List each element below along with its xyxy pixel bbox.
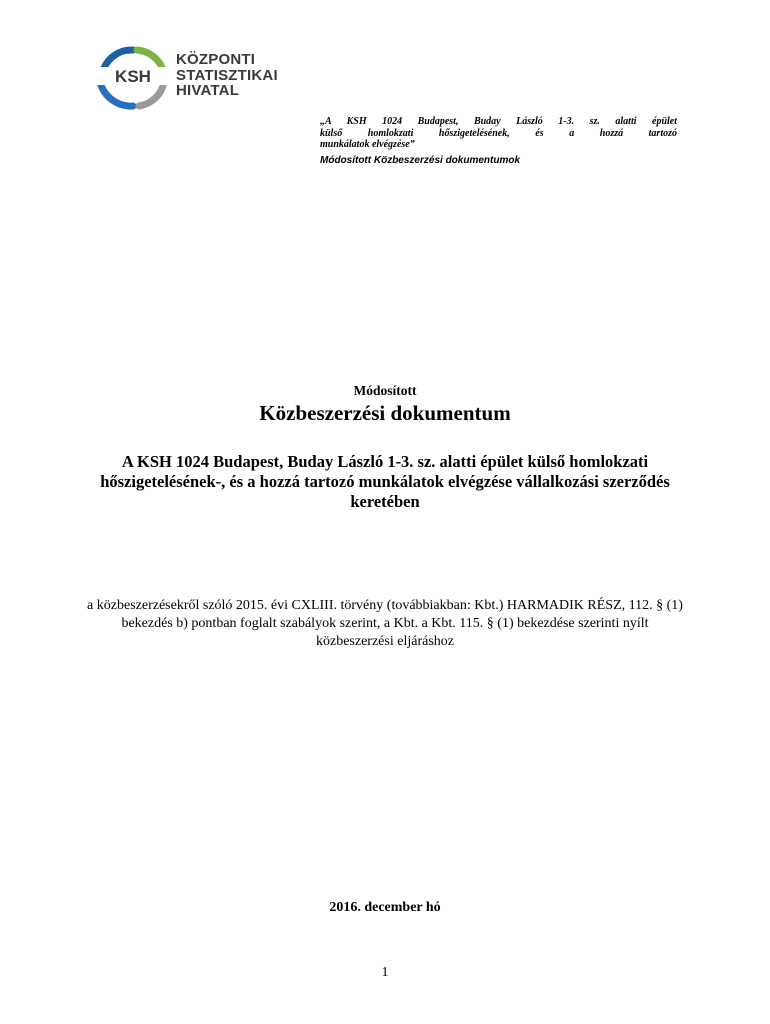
document-title: Közbeszerzési dokumentum xyxy=(259,401,511,425)
logo-abbreviation: KSH xyxy=(115,67,151,86)
document-subject: A KSH 1024 Budapest, Buday László 1-3. sz. alatti épület külső homlokzati hőszigetelésének-, és a hozzá tartozó munkálatok elvégzése vállalkozási szerződés keretében xyxy=(100,452,670,511)
logo-name xyxy=(176,52,278,99)
legal-basis: a közbeszerzésekről szóló 2015. évi CXLIII. törvény (továbbiakban: Kbt.) HARMADIK RÉSZ, 112. § (1) bekezdés b) pontban foglalt szabályok szerint, a Kbt. a Kbt. 115. § (1) bekezdése szerinti nyílt közbeszerzési eljáráshoz xyxy=(87,598,683,649)
document-status: Módosított xyxy=(353,383,417,398)
logo-name-line: KÖZPONTI xyxy=(176,51,256,68)
page-number: 1 xyxy=(381,965,389,980)
ksh-logo-mark xyxy=(93,44,173,110)
header-reference xyxy=(320,116,677,151)
header-reference-line: „A KSH 1024 Budapest, Buday László 1-3. sz. alatti épület xyxy=(320,116,677,127)
header-subtitle: Módosított Közbeszerzési dokumentumok xyxy=(320,155,521,166)
logo-name-line: HIVATAL xyxy=(176,82,240,99)
header-reference-line: külső homlokzati hőszigetelésének, és a hozzá tartozó xyxy=(320,127,677,139)
header-reference-line: munkálatok elvégzése” xyxy=(320,139,415,151)
document-date: 2016. december hó xyxy=(329,900,441,915)
logo-name-line: STATISZTIKAI xyxy=(176,66,278,84)
